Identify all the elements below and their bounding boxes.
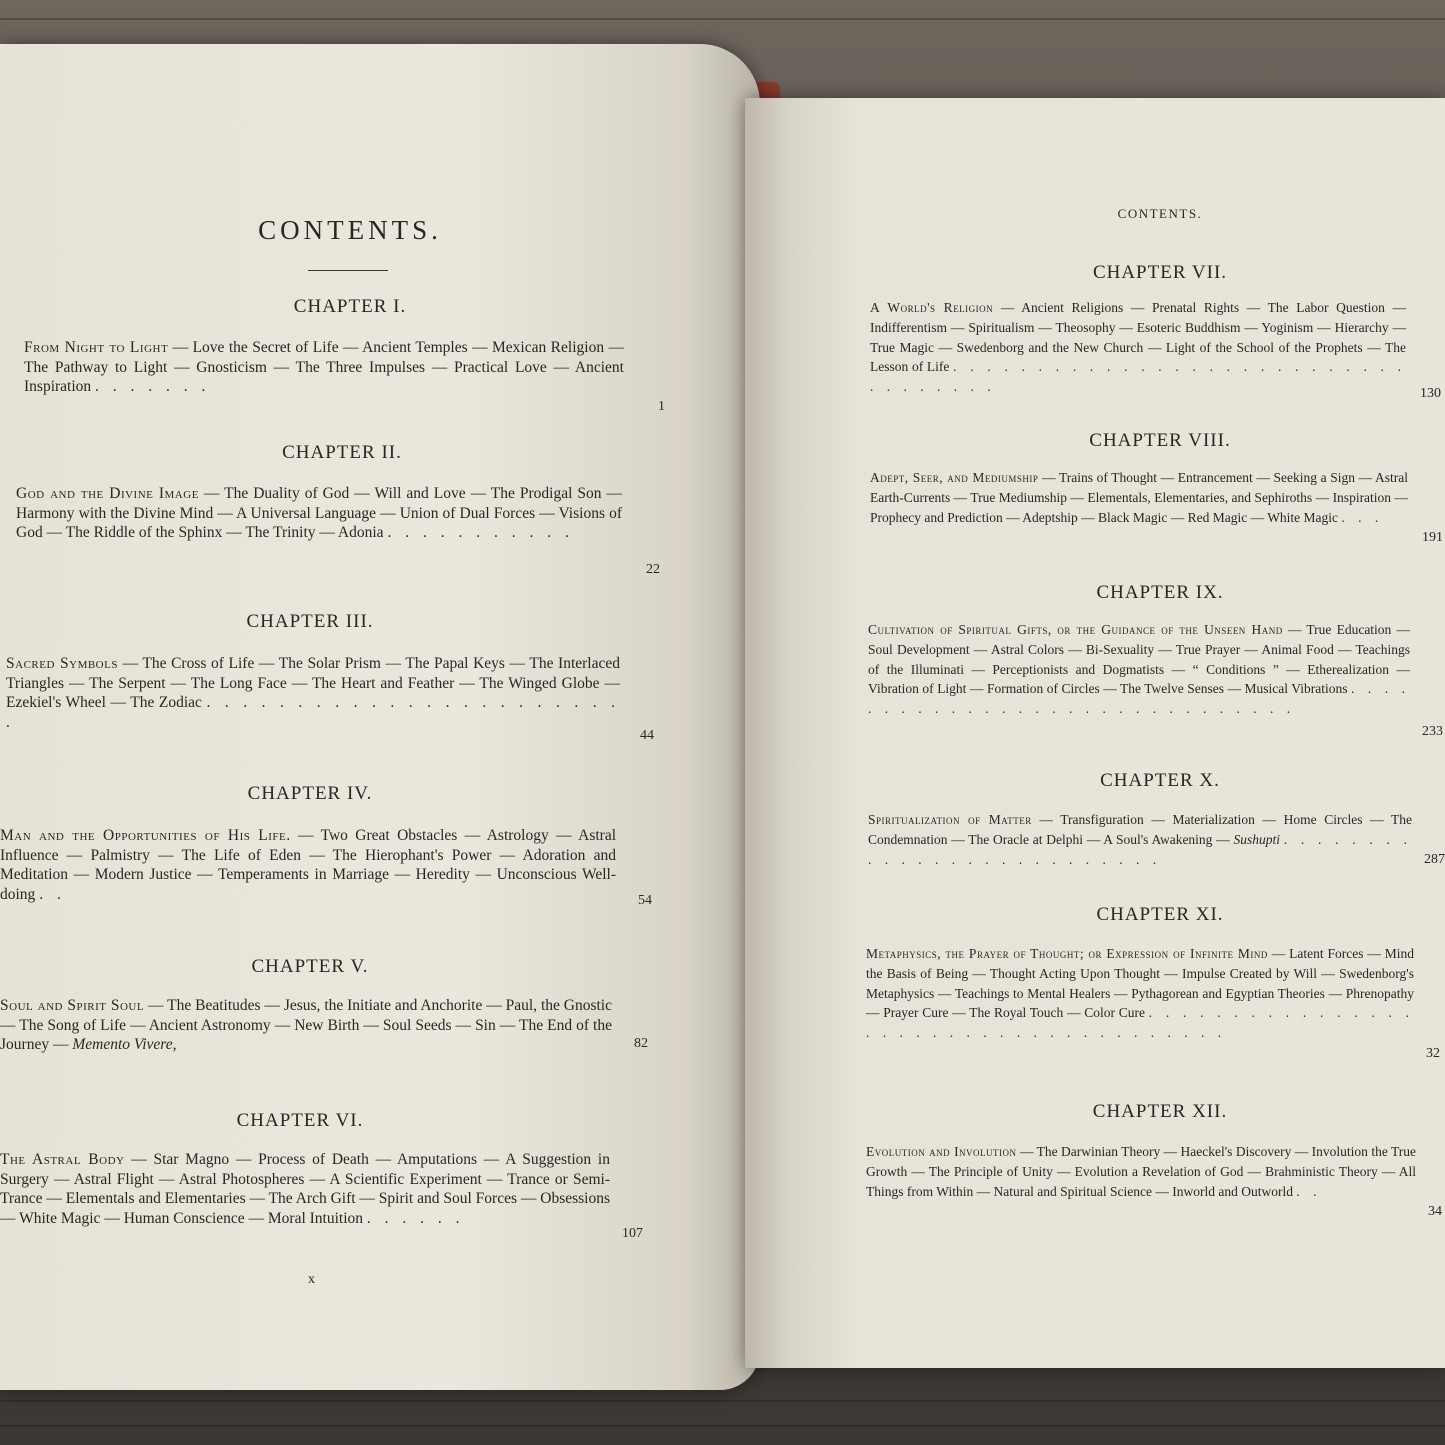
chapter-heading: CHAPTER X. bbox=[1100, 770, 1220, 791]
chapter-heading: CHAPTER V. bbox=[251, 956, 369, 977]
page-number: 32 bbox=[1426, 1046, 1440, 1061]
entry-lead: Evolution and Involution bbox=[866, 1144, 1017, 1159]
chapter-heading: CHAPTER IV. bbox=[247, 783, 373, 804]
entry-lead: Cultivation of Spiritual Gifts, or the Guidance of the Unseen Hand bbox=[868, 622, 1283, 637]
chapter-heading: CHAPTER XI. bbox=[1096, 904, 1224, 925]
entry-text: — Star Magno — Process of Death — Amputations — A Suggestion in Surgery — Astral Flight — Astral Photospheres — A Scientific Experiment — Trance or Semi-Trance — Elementals and Elementaries — The Arch Gift — Spirit and Soul Forces — Obsessions — White Magic — Human Conscience — Moral Intuition bbox=[0, 1151, 611, 1227]
page-number: 34 bbox=[1428, 1204, 1442, 1219]
chapter-heading: CHAPTER I. bbox=[293, 296, 407, 317]
entry-text: — Ancient Religions — Prenatal Rights — The Labor Question — Indifferentism — Spiritualism — Theosophy — Esoteric Buddhism — Yoginism — Hierarchy — True Magic — Swedenborg and the New Church — Light of the School of the Prophets — The Lesson of Life bbox=[870, 300, 1406, 375]
page-number: 1 bbox=[658, 399, 665, 414]
entry-text: — True Education — Soul Development — Astral Colors — Bi-Sexuality — True Prayer — Animal Food — Teachings of the Illuminati — Perceptionists and Dogmatists — “ Conditions ” — Etherealization — Vibration of Light — Formation of Circles — The Twelve Senses — Musical Vibrations bbox=[868, 622, 1410, 697]
page-number: 54 bbox=[638, 893, 652, 908]
entry-lead: Sacred Symbols bbox=[6, 655, 118, 672]
toc-entry: God and the Divine Image — The Duality of God — Will and Love — The Prodigal Son — Harmony with the Divine Mind — A Universal Language — Union of Dual Forces — Visions of God — The Riddle of the Sphinx — The Trinity — Adonia . . . . . . . . . . . bbox=[16, 485, 622, 541]
entry-lead: Soul and Spirit Soul bbox=[0, 997, 145, 1014]
page-number: 44 bbox=[640, 728, 654, 743]
entry-lead: Metaphysics, the Prayer of Thought; or Expression of Infinite Mind bbox=[866, 946, 1268, 961]
entry-italic: Sushupti bbox=[1233, 831, 1280, 847]
chapter-heading: CHAPTER VIII. bbox=[1089, 430, 1231, 451]
entry-text: — The Beatitudes — Jesus, the Initiate and Anchorite — Paul, the Gnostic — The Song of Life — Ancient Astronomy — New Birth — Soul Seeds — Sin — The End of the Journey — bbox=[0, 997, 612, 1053]
running-head: CONTENTS. bbox=[1117, 206, 1203, 221]
entry-text: — Two Great Obstacles — Astrology — Astral Influence — Palmistry — The Life of Eden — The Hierophant's Power — Adoration and Meditation — Modern Justice — Temperaments in Marriage — Heredity — Unconscious Well-doing bbox=[0, 827, 617, 903]
entry-lead: God and the Divine Image bbox=[16, 485, 199, 502]
contents-title: CONTENTS. bbox=[258, 215, 442, 245]
toc-entry: Evolution and Involution — The Darwinian Theory — Haeckel's Discovery — Involution the True Growth — The Principle of Unity — Evolution a Revelation of God — Brahministic Theory — All Things from Within — Natural and Spiritual Science — Inworld and Outworld . . bbox=[866, 1144, 1416, 1199]
toc-entry: Sacred Symbols — The Cross of Life — The Solar Prism — The Papal Keys — The Interlaced Triangles — The Serpent — The Long Face — The Heart and Feather — The Winged Globe — Ezekiel's Wheel — The Zodiac . . . . . . . . . . . . . . . . . . . . . . . . bbox=[6, 655, 621, 731]
entry-text: — Love the Secret of Life — Ancient Temples — Mexican Religion — The Pathway to Light — Gnosticism — The Three Impulses — Practical Love — Ancient Inspiration bbox=[24, 339, 625, 395]
wood-grain bbox=[0, 18, 1445, 20]
chapter-heading: CHAPTER XII. bbox=[1092, 1101, 1228, 1122]
entry-text: — The Cross of Life — The Solar Prism — The Papal Keys — The Interlaced Triangles — The Serpent — The Long Face — The Heart and Feather — The Winged Globe — Ezekiel's Wheel — The Zodiac bbox=[6, 655, 621, 711]
chapter-heading: CHAPTER VI. bbox=[236, 1110, 364, 1131]
toc-entry: The Astral Body — Star Magno — Process of Death — Amputations — A Suggestion in Surgery — Astral Flight — Astral Photospheres — A Scientific Experiment — Trance or Semi-Trance — Elementals and Elementaries — The Arch Gift — Spirit and Soul Forces — Obsessions — White Magic — Human Conscience — Moral Intuition . . . . . . bbox=[0, 1151, 611, 1227]
entry-text: — Trains of Thought — Entrancement — Seeking a Sign — Astral Earth-Currents — True Mediumship — Elementals, Elementaries, and Sephiroths — Inspiration — Prophecy and Prediction — Adeptship — Black Magic — Red Magic — White Magic bbox=[870, 470, 1409, 525]
entry-lead: From Night to Light bbox=[24, 339, 169, 356]
page-number: 233 bbox=[1422, 724, 1443, 739]
toc-entry: Adept, Seer, and Mediumship — Trains of Thought — Entrancement — Seeking a Sign — Astral Earth-Currents — True Mediumship — Elementals, Elementaries, and Sephiroths — Inspiration — Prophecy and Prediction — Adeptship — Black Magic — Red Magic — White Magic . . . bbox=[870, 470, 1409, 525]
entry-lead: Spiritualization of Matter bbox=[868, 812, 1032, 827]
toc-entry bbox=[0, 996, 612, 1055]
entry-lead: The Astral Body bbox=[0, 1151, 125, 1168]
toc-entry: Cultivation of Spiritual Gifts, or the Guidance of the Unseen Hand — True Education — Soul Development — Astral Colors — Bi-Sexuality — True Prayer — Animal Food — Teachings of the Illuminati — Perceptionists and Dogmatists — “ Conditions ” — Etherealization — Vibration of Light — Formation of Circles — The Twelve Senses — Musical Vibrations . . . . . . . . . . . . . . . . . . . . . . . . . . . . . . bbox=[868, 622, 1411, 717]
entry-text: — The Darwinian Theory — Haeckel's Discovery — Involution the True Growth — The Principle of Unity — Evolution a Revelation of God — Brahministic Theory — All Things from Within — Natural and Spiritual Science — Inworld and Outworld bbox=[866, 1144, 1416, 1199]
entry-lead: Man and the Opportunities of His Life. bbox=[0, 827, 291, 844]
folio: x bbox=[308, 1272, 315, 1287]
entry-text: — Transfiguration — Materialization — Home Circles — The Condemnation — The Oracle at Delphi — A Soul's Awakening — bbox=[868, 812, 1412, 847]
entry-lead: A World's Religion bbox=[870, 300, 994, 315]
page-number: 107 bbox=[622, 1226, 643, 1241]
title-rule bbox=[308, 270, 388, 271]
entry-text: — The Duality of God — Will and Love — The Prodigal Son — Harmony with the Divine Mind — A Universal Language — Union of Dual Forces — Visions of God — The Riddle of the Sphinx — The Trinity — Adonia bbox=[16, 485, 622, 541]
toc-entry: A World's Religion — Ancient Religions — Prenatal Rights — The Labor Question — Indifferentism — Spiritualism — Theosophy — Esoteric Buddhism — Yoginism — Hierarchy — True Magic — Swedenborg and the New Church — Light of the School of the Prophets — The Lesson of Life . . . . . . . . . . . . . . . . . . . . . . . . . . . . . . . . . . . bbox=[870, 300, 1407, 395]
page-number: 22 bbox=[646, 562, 660, 577]
chapter-heading: CHAPTER IX. bbox=[1096, 582, 1224, 603]
entry-italic: Memento Vivere, bbox=[72, 1036, 177, 1053]
entry-lead: Adept, Seer, and Mediumship bbox=[870, 470, 1039, 485]
toc-entry: Metaphysics, the Prayer of Thought; or Expression of Infinite Mind — Latent Forces — Mind the Basis of Being — Thought Acting Upon Thought — Impulse Created by Will — Swedenborg's Metaphysics — Teachings to Mental Healers — Pythagorean and Egyptian Theories — Phrenopathy — Prayer Cure — The Royal Touch — Color Cure . . . . . . . . . . . . . . . . . . . . . . . . . . . . . . . . . . . . . . bbox=[866, 946, 1415, 1041]
toc-entry: From Night to Light — Love the Secret of Life — Ancient Temples — Mexican Religion — The Pathway to Light — Gnosticism — The Three Impulses — Practical Love — Ancient Inspiration . . . . . . . bbox=[24, 339, 625, 395]
chapter-heading: CHAPTER VII. bbox=[1092, 262, 1228, 283]
chapter-heading: CHAPTER II. bbox=[282, 442, 402, 463]
page-number: 191 bbox=[1422, 530, 1443, 545]
page-number: 287 bbox=[1424, 852, 1445, 867]
chapter-heading: CHAPTER III. bbox=[246, 611, 374, 632]
toc-entry: Man and the Opportunities of His Life. — Two Great Obstacles — Astrology — Astral Influence — Palmistry — The Life of Eden — The Hierophant's Power — Adoration and Meditation — Modern Justice — Temperaments in Marriage — Heredity — Unconscious Well-doing . . bbox=[0, 827, 617, 903]
page-number: 130 bbox=[1420, 386, 1441, 401]
wood-grain bbox=[0, 1400, 1445, 1402]
entry-text: — Latent Forces — Mind the Basis of Being — Thought Acting Upon Thought — Impulse Created by Will — Swedenborg's Metaphysics — Teachings to Mental Healers — Pythagorean and Egyptian Theories — Phrenopathy — Prayer Cure — The Royal Touch — Color Cure bbox=[866, 946, 1415, 1021]
toc-entry: Spiritualization of Matter — Transfiguration — Materialization — Home Circles — The Condemnation — The Oracle at Delphi — A Soul's Awakening — Sushupti . . . . . . . . . . . . . . . . . . . . . . . . . . bbox=[868, 812, 1413, 867]
wood-grain bbox=[0, 1425, 1445, 1427]
page-number: 82 bbox=[634, 1036, 648, 1051]
